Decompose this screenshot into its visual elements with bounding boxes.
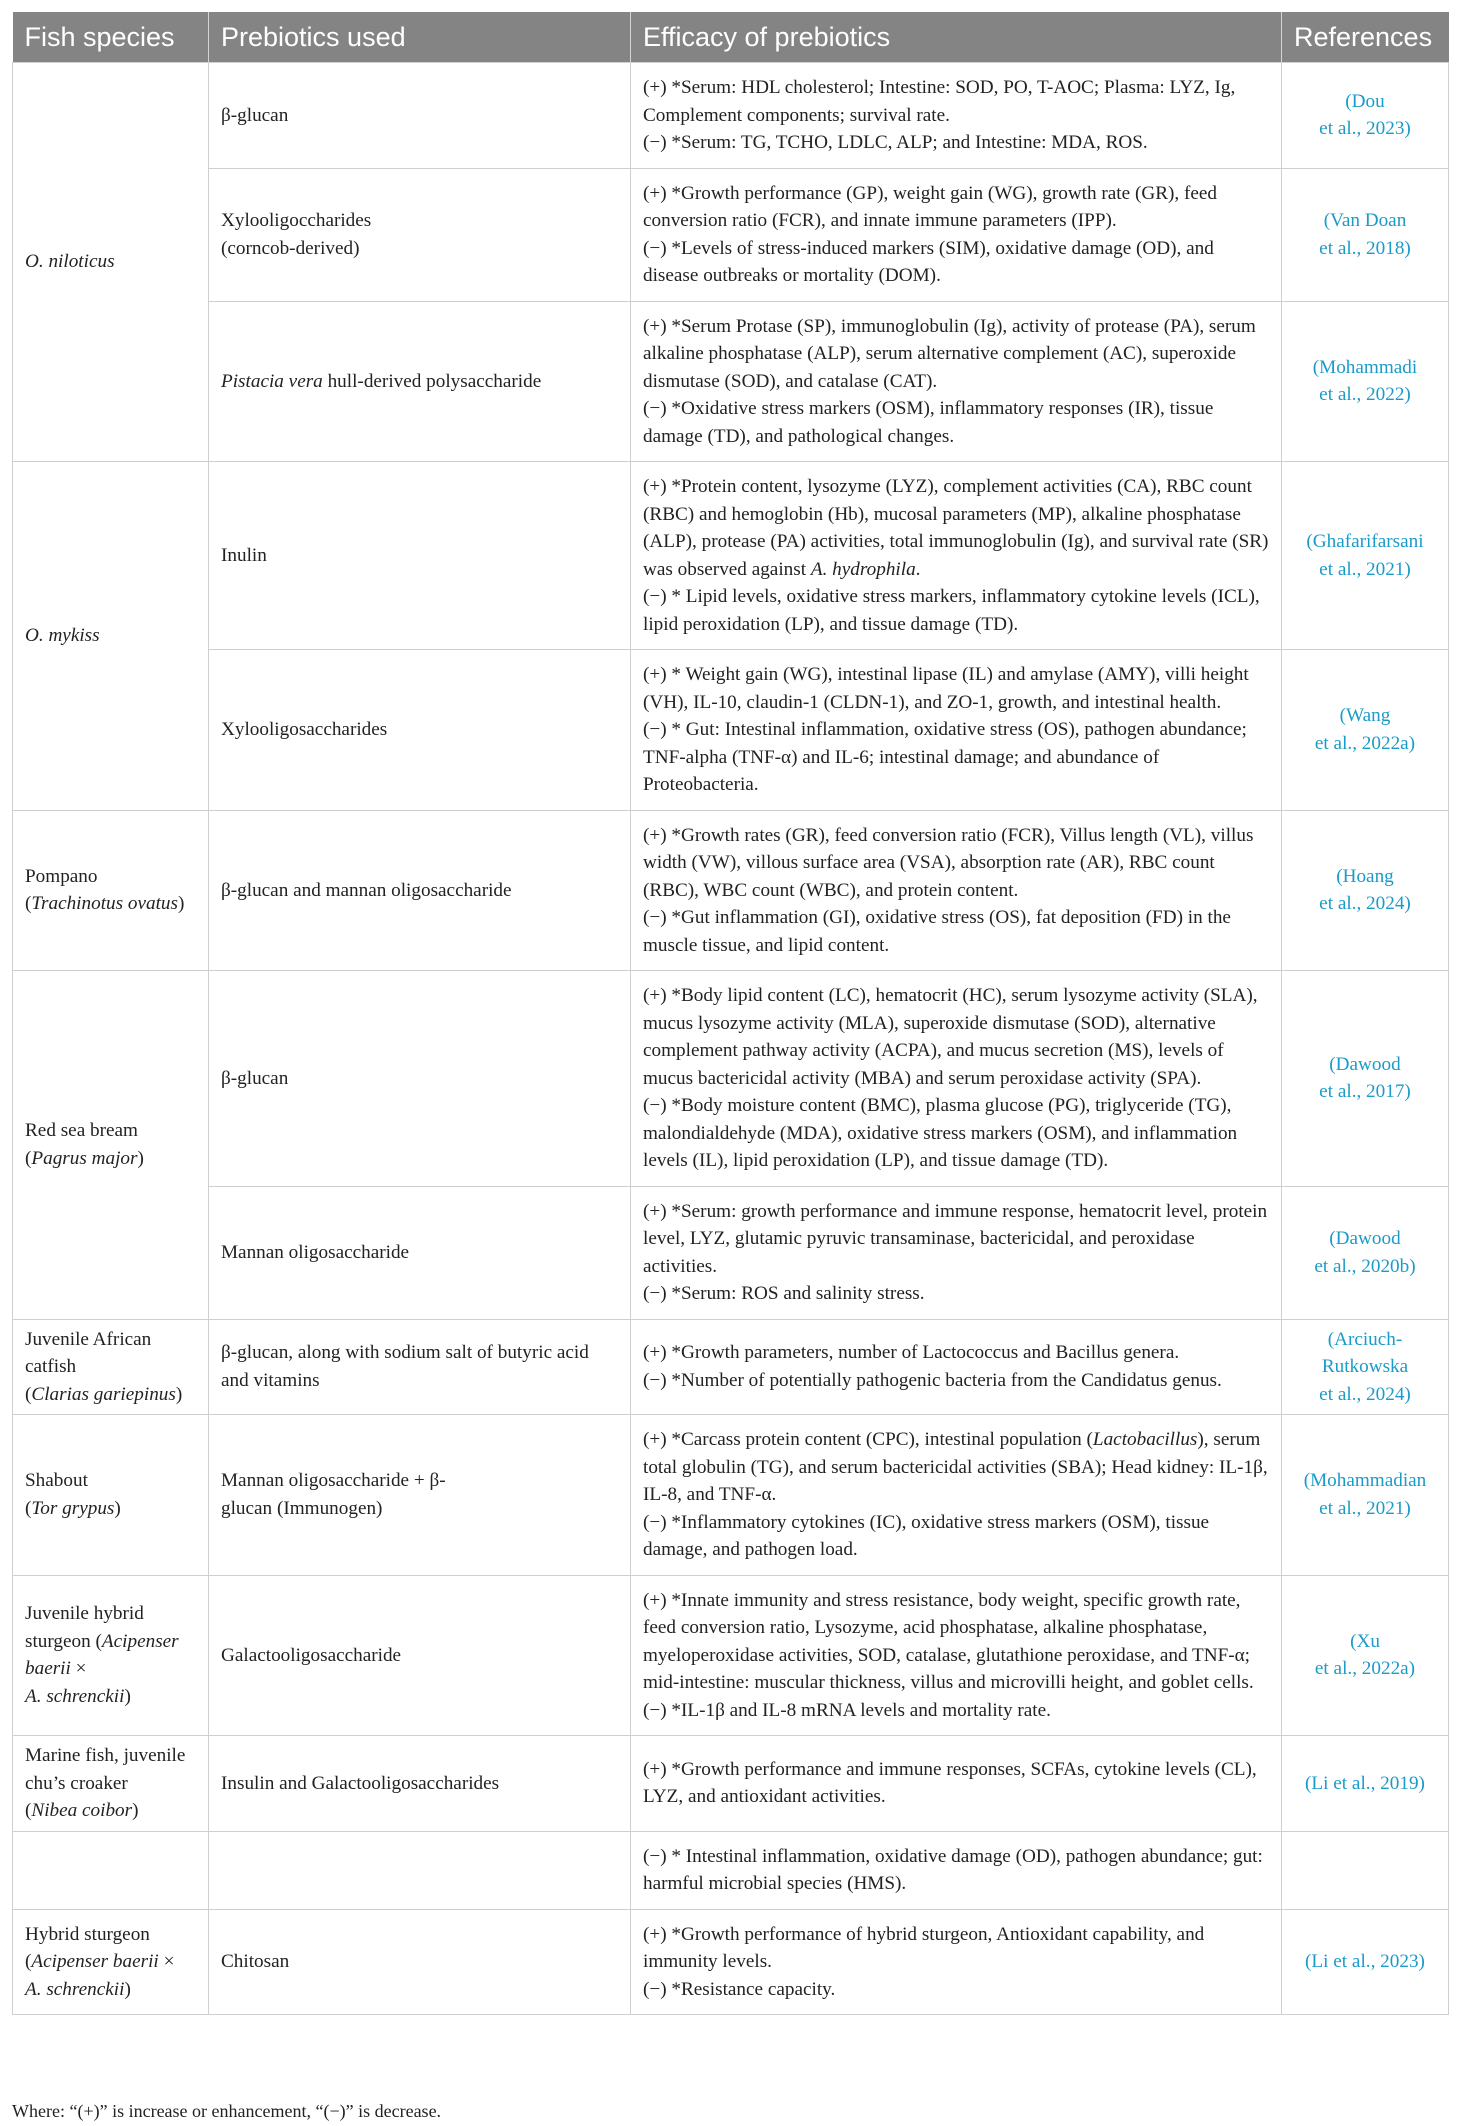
efficacy-line: (+) *Protein content, lysozyme (LYZ), complement activities (CA), RBC count (RBC) and hemoglobin (Hb), mucosal parameters (MP), alkaline phosphatase (ALP), protease (PA) activities, total immunoglobulin (Ig), and survival rate (SR) was observed against A. hydrophila. [643,476,1269,580]
efficacy-line: (−) *Body moisture content (BMC), plasma glucose (PG), triglyceride (TG), malondialdehyde (MDA), oxidative stress markers (OSM), and inflammation levels (IL), lipid peroxidation (LP), and tissue damage (TD). [643,1095,1238,1171]
table-footnote: Where: “(+)” is increase or enhancement, “(−)” is decrease. [12,2101,442,2121]
cell-efficacy [631,63,1282,169]
cell-prebiotic [209,1186,631,1319]
cell-efficacy [631,301,1282,462]
table-row [13,301,1449,462]
cell-reference[interactable] [1282,1909,1449,2015]
prebiotics-table [12,12,1449,2015]
cell-prebiotic [209,971,631,1187]
cell-reference[interactable] [1282,168,1449,301]
reference-link[interactable]: (Xu [1350,1630,1380,1652]
species-line: A. schrenckii) [25,1978,131,2000]
cell-reference[interactable] [1282,1736,1449,1832]
reference-link[interactable]: (Mohammadi [1312,356,1418,378]
reference-link[interactable]: et al., 2018) [1319,237,1411,259]
prebiotic-line: Xylooligosaccharides [221,719,388,740]
header-references: References [1282,12,1449,63]
reference-link[interactable]: (Wang [1339,705,1391,727]
table-row [13,462,1449,650]
species-line: Pompano [25,865,98,887]
efficacy-line: (+) *Growth performance and immune responses, SCFAs, cytokine levels (CL), LYZ, and antioxidant activities. [643,1758,1257,1808]
cell-prebiotic [209,63,631,169]
reference-link[interactable]: et al., 2021) [1319,558,1411,580]
cell-fish-species [13,1575,209,1736]
reference-link[interactable]: (Arciuch- [1327,1328,1403,1350]
table-row [13,168,1449,301]
cell-fish-species [13,462,209,811]
cell-reference[interactable] [1282,1575,1449,1736]
cell-efficacy [631,462,1282,650]
header-prebiotics-used: Prebiotics used [209,12,631,63]
cell-fish-species [13,1736,209,1832]
table-row [13,1415,1449,1576]
reference-link[interactable]: (Li et al., 2019) [1305,1772,1425,1794]
reference-link[interactable]: et al., 2020b) [1314,1255,1416,1277]
efficacy-line: (−) * Intestinal inflammation, oxidative damage (OD), pathogen abundance; gut: harmful microbial species (HMS). [643,1845,1263,1894]
cell-fish-species [13,1319,209,1415]
prebiotic-line: Mannan oligosaccharide [221,1241,410,1263]
species-line: O. niloticus [25,251,115,273]
efficacy-line: (−) * Lipid levels, oxidative stress markers, inflammatory cytokine levels (ICL), lipid peroxidation (LP), and tissue damage (TD). [643,586,1260,635]
prebiotic-line: β-glucan, along with sodium salt of butyric acid [221,1342,589,1364]
table-row [13,1909,1449,2015]
efficacy-line: (−) *Inflammatory cytokines (IC), oxidative stress markers (OSM), tissue damage, and pathogen load. [643,1511,1210,1560]
cell-prebiotic [209,1909,631,2015]
cell-prebiotic [209,1415,631,1576]
species-line: Hybrid sturgeon [25,1923,150,1945]
cell-fish-species [13,1415,209,1576]
efficacy-line: (−) *Levels of stress-induced markers (SIM), oxidative damage (OD), and disease outbreaks or mortality (DOM). [643,237,1214,286]
cell-reference[interactable] [1282,301,1449,462]
prebiotic-line: Pistacia vera hull-derived polysaccharide [221,370,542,392]
table-row [13,1575,1449,1736]
table-row [13,1319,1449,1415]
efficacy-line: (−) *Gut inflammation (GI), oxidative stress (OS), fat deposition (FD) in the muscle tissue, and lipid content. [643,907,1231,956]
species-line: Juvenile African [25,1328,152,1350]
species-line: (Tor grypus) [25,1497,121,1519]
cell-prebiotic [209,168,631,301]
cell-prebiotic [209,462,631,650]
prebiotic-line: Galactooligosaccharide [221,1644,402,1666]
cell-reference[interactable] [1282,1319,1449,1415]
species-line: (Acipenser baerii × [25,1951,175,1972]
cell-efficacy [631,168,1282,301]
prebiotic-line: Inulin [221,544,267,566]
cell-reference[interactable] [1282,63,1449,169]
cell-efficacy [631,1831,1282,1909]
reference-link[interactable]: (Mohammadian [1303,1470,1427,1492]
efficacy-line: (−) *Oxidative stress markers (OSM), inflammatory responses (IR), tissue damage (TD), and pathological changes. [643,398,1214,447]
efficacy-line: (−) *IL-1β and IL-8 mRNA levels and mortality rate. [643,1699,1051,1721]
species-line: chu’s croaker [25,1772,128,1794]
reference-link[interactable]: et al., 2024) [1319,893,1411,915]
cell-reference[interactable] [1282,971,1449,1187]
efficacy-line: (+) *Body lipid content (LC), hematocrit (HC), serum lysozyme activity (SLA), mucus lysozyme activity (MLA), superoxide dismutase (SOD), alternative complement pathway activity (ACPA), and mucus secretion (MS), levels of mucus bactericidal activity (MBA) and serum peroxidase activity (SPA). [643,985,1258,1089]
species-line: (Clarias gariepinus) [25,1383,183,1405]
cell-fish-species [13,63,209,462]
reference-link[interactable]: et al., 2024) [1319,1383,1411,1405]
efficacy-line: (+) *Growth parameters, number of Lactococcus and Bacillus genera. [643,1342,1180,1364]
cell-fish-species [13,971,209,1320]
cell-prebiotic [209,810,631,971]
table-row [13,1186,1449,1319]
table-row [13,971,1449,1187]
cell-prebiotic [209,1319,631,1415]
reference-link[interactable]: (Van Doan [1323,210,1407,231]
table-row [13,650,1449,811]
prebiotic-line: Insulin and Galactooligosaccharides [221,1772,500,1794]
reference-link[interactable]: et al., 2022a) [1314,1658,1416,1680]
species-line: (Pagrus major) [25,1147,144,1169]
species-line: catfish [25,1356,77,1377]
prebiotic-line: β-glucan [221,104,289,126]
table-body [13,63,1449,2015]
efficacy-line: (−) *Number of potentially pathogenic bacteria from the Candidatus genus. [643,1369,1222,1391]
efficacy-line: (+) *Growth performance of hybrid sturgeon, Antioxidant capability, and immunity levels. [643,1923,1205,1972]
reference-link[interactable]: et al., 2021) [1319,1497,1411,1519]
cell-reference[interactable] [1282,810,1449,971]
table-row [13,1736,1449,1832]
prebiotic-line: Xylooligoccharides [221,210,372,231]
cell-efficacy [631,971,1282,1187]
species-line: Shabout [25,1470,88,1492]
table-header-row [13,12,1449,63]
prebiotic-line: β-glucan [221,1067,289,1089]
prebiotic-line: glucan (Immunogen) [221,1497,383,1519]
cell-prebiotic [209,301,631,462]
cell-reference[interactable] [1282,1831,1449,1909]
reference-link[interactable]: Rutkowska [1321,1356,1409,1377]
cell-prebiotic [209,1736,631,1832]
prebiotic-line: and vitamins [221,1369,320,1391]
cell-fish-species [13,810,209,971]
header-efficacy: Efficacy of prebiotics [631,12,1282,63]
cell-efficacy [631,1575,1282,1736]
cell-efficacy [631,1319,1282,1415]
reference-link[interactable]: et al., 2022a) [1314,732,1416,754]
efficacy-line: (−) * Gut: Intestinal inflammation, oxidative stress (OS), pathogen abundance; TNF-alpha (TNF-α) and IL-6; intestinal damage; and abundance of Proteobacteria. [643,719,1247,795]
cell-fish-species [13,1831,209,1909]
efficacy-line: (−) *Serum: ROS and salinity stress. [643,1283,925,1304]
cell-efficacy [631,1736,1282,1832]
reference-link[interactable]: (Dou [1345,90,1385,112]
cell-prebiotic [209,1575,631,1736]
cell-efficacy [631,1186,1282,1319]
header-fish-species: Fish species [13,12,209,63]
reference-link[interactable]: (Ghafarifarsani [1306,531,1424,552]
cell-efficacy [631,650,1282,811]
efficacy-line: (−) *Resistance capacity. [643,1978,836,2000]
prebiotic-line: Chitosan [221,1951,290,1972]
cell-efficacy [631,1415,1282,1576]
table-row [13,1831,1449,1909]
efficacy-line: (+) *Carcass protein content (CPC), intestinal population (Lactobacillus), serum total globulin (TG), and serum bactericidal activities (SBA); Head kidney: IL-1β, IL-8, and TNF-α. [643,1429,1268,1505]
efficacy-line: (+) * Weight gain (WG), intestinal lipase (IL) and amylase (AMY), villi height (VH), IL-10, claudin-1 (CLDN-1), and ZO-1, growth, and intestinal health. [643,664,1249,713]
table-row [13,63,1449,169]
efficacy-line: (+) *Innate immunity and stress resistance, body weight, specific growth rate, feed conversion ratio, Lysozyme, acid phosphatase, alkaline phosphatase, myeloperoxidase activities, SOD, catalase, glutathione peroxidase, and TNF-α; mid-intestine: muscular thickness, villus and microvilli height, and goblet cells. [643,1589,1254,1693]
species-line: O. mykiss [25,625,100,646]
species-line: (Nibea coibor) [25,1800,139,1821]
species-line: Juvenile hybrid [25,1603,144,1625]
cell-prebiotic [209,650,631,811]
reference-link[interactable]: et al., 2022) [1319,384,1411,406]
table-container [12,12,1448,2015]
prebiotic-line: Mannan oligosaccharide + β- [221,1470,446,1492]
reference-link[interactable]: (Dawood [1329,1053,1401,1075]
cell-reference[interactable] [1282,462,1449,650]
species-line: sturgeon (Acipenser [25,1630,179,1652]
species-line: Marine fish, juvenile [25,1745,186,1766]
reference-link[interactable]: et al., 2023) [1319,118,1411,140]
efficacy-line: (+) *Serum: HDL cholesterol; Intestine: SOD, PO, T-AOC; Plasma: LYZ, Ig, Complement components; survival rate. [643,77,1236,126]
prebiotic-line: (corncob-derived) [221,237,360,259]
cell-fish-species [13,1909,209,2015]
reference-link[interactable]: (Li et al., 2023) [1305,1951,1425,1972]
table-row [13,810,1449,971]
efficacy-line: (+) *Growth performance (GP), weight gain (WG), growth rate (GR), feed conversion ratio (FCR), and innate immune parameters (IPP). [643,182,1217,231]
reference-link[interactable]: (Hoang [1336,865,1394,887]
cell-efficacy [631,810,1282,971]
efficacy-line: (−) *Serum: TG, TCHO, LDLC, ALP; and Intestine: MDA, ROS. [643,132,1148,153]
efficacy-line: (+) *Serum Protase (SP), immunoglobulin (Ig), activity of protease (PA), serum alkaline phosphatase (ALP), serum alternative complement (AC), superoxide dismutase (SOD), and catalase (CAT). [643,315,1256,392]
cell-prebiotic [209,1831,631,1909]
reference-link[interactable]: (Dawood [1329,1228,1401,1249]
species-line: Red sea bream [25,1120,138,1142]
species-line: baerii × [25,1658,87,1680]
reference-link[interactable]: et al., 2017) [1319,1081,1411,1103]
prebiotic-line: β-glucan and mannan oligosaccharide [221,879,512,901]
efficacy-line: (+) *Growth rates (GR), feed conversion ratio (FCR), Villus length (VL), villus width (VW), villous surface area (VSA), absorption rate (AR), RBC count (RBC), WBC count (WBC), and protein content. [643,824,1254,901]
cell-reference[interactable] [1282,1186,1449,1319]
cell-reference[interactable] [1282,1415,1449,1576]
cell-efficacy [631,1909,1282,2015]
species-line: A. schrenckii) [25,1685,131,1707]
efficacy-line: (+) *Serum: growth performance and immune response, hematocrit level, protein level, LYZ, glutamic pyruvic transaminase, bactericidal, and peroxidase activities. [643,1200,1268,1277]
cell-reference[interactable] [1282,650,1449,811]
species-line: (Trachinotus ovatus) [25,893,185,915]
